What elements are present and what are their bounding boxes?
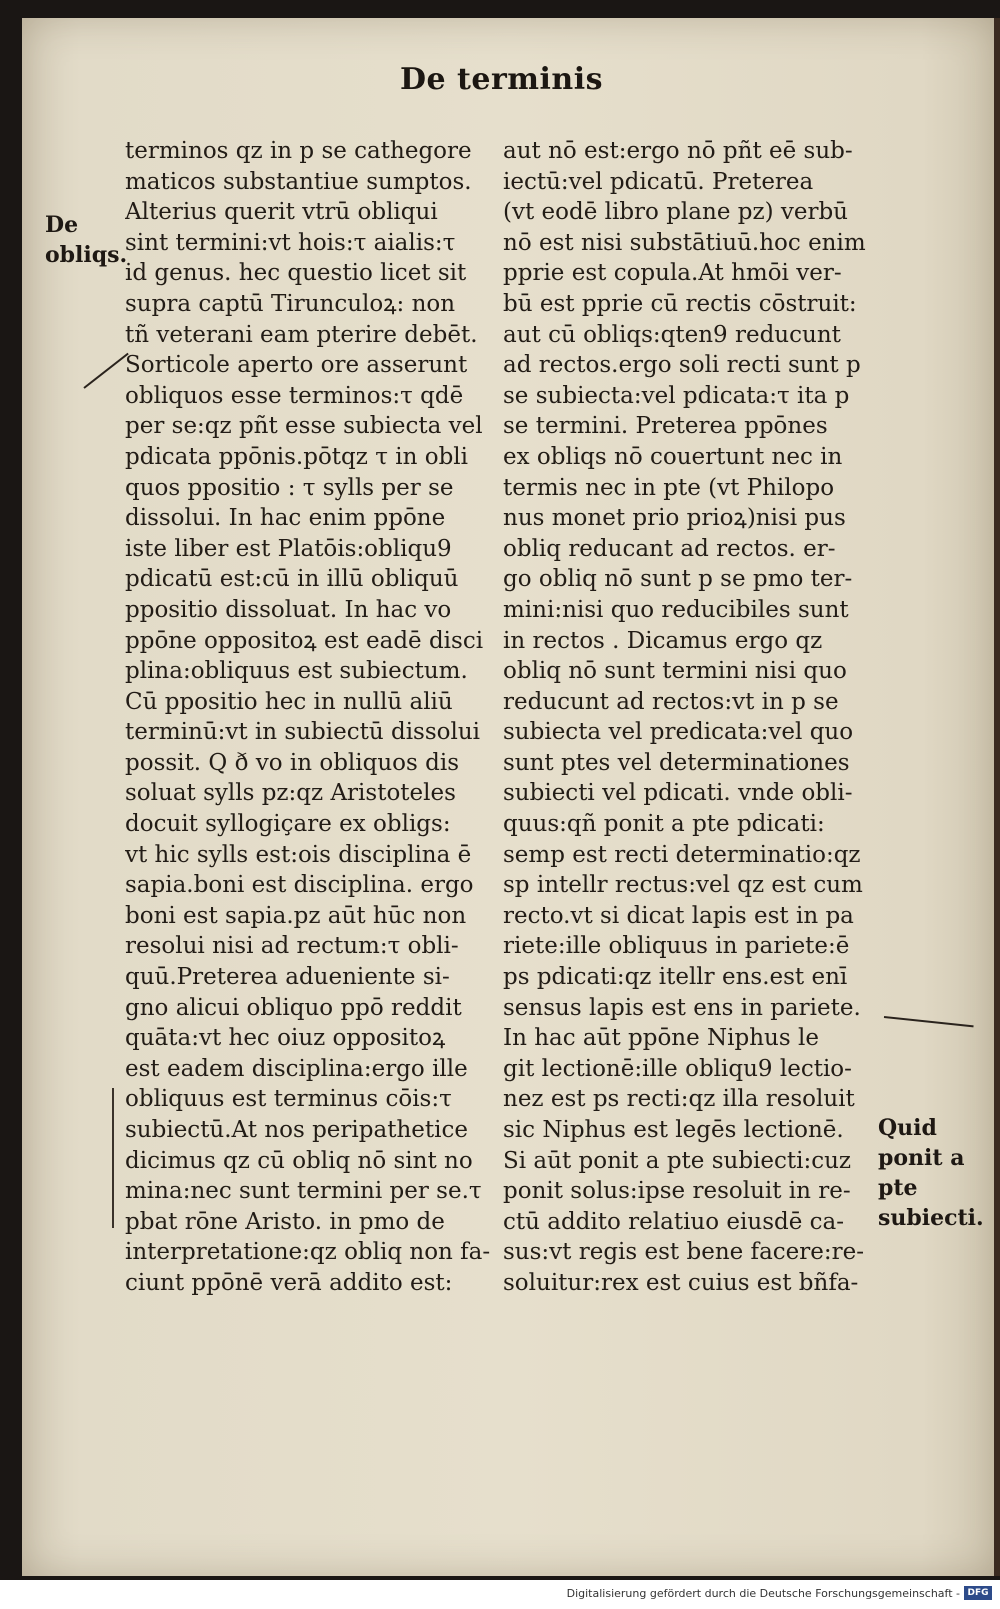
text-line: aut cū obliqs:qten9 reducunt bbox=[503, 321, 841, 348]
text-line: sint termini:vt hois:τ aialis:τ bbox=[125, 229, 456, 256]
text-line: sensus lapis est ens in pariete. bbox=[503, 994, 861, 1021]
text-line: Alterius querit vtrū obliqui bbox=[125, 199, 438, 226]
pen-mark-vertical bbox=[112, 1088, 114, 1228]
text-line: bū est pprie cū rectis cōstruit: bbox=[503, 290, 857, 317]
text-line: sus:vt regis est bene facere:re- bbox=[503, 1239, 865, 1266]
text-line: gno alicui obliquo ppō reddit bbox=[125, 994, 462, 1021]
text-line: se termini. Preterea ppōnes bbox=[503, 413, 828, 440]
text-line: docuit syllogiçare ex obligs: bbox=[125, 811, 451, 838]
text-line: quus:qñ ponit a pte pdicati: bbox=[503, 811, 825, 838]
text-line: in rectos . Dicamus ergo qz bbox=[503, 627, 823, 654]
text-line: quos ppositio : τ sylls per se bbox=[125, 474, 454, 501]
text-line: subiectū.At nos peripathetice bbox=[125, 1117, 468, 1143]
dfg-logo: DFG bbox=[964, 1586, 992, 1600]
text-line: mina:nec sunt termini per se.τ bbox=[125, 1178, 482, 1205]
text-line: pdicata ppōnis.pōtqz τ in obli bbox=[125, 443, 469, 470]
text-line: nus monet prio prioꝝ)nisi pus bbox=[503, 505, 846, 532]
text-line: resolui nisi ad rectum:τ obli- bbox=[125, 933, 459, 960]
text-line: Sorticole aperto ore asserunt bbox=[125, 352, 468, 379]
text-line: sp intellr rectus:vel qz est cum bbox=[503, 872, 863, 899]
text-line: nez est ps recti:qz illa resoluit bbox=[503, 1086, 855, 1113]
text-line: soluat sylls pz:qz Aristoteles bbox=[125, 780, 456, 807]
running-head: De terminis bbox=[400, 62, 604, 97]
text-line: git lectionē:ille obliqu9 lectio- bbox=[503, 1055, 852, 1082]
text-line: iste liber est Platōis:obliqu9 bbox=[125, 535, 452, 562]
text-line: sunt ptes vel determinationes bbox=[503, 749, 850, 776]
text-line: pprie est copula.At hmōi ver- bbox=[503, 260, 842, 287]
text-line: ps pdicati:qz itellr ens.est enī bbox=[503, 964, 848, 991]
text-line: ciunt ppōnē verā addito est: bbox=[125, 1269, 453, 1296]
text-line: Si aūt ponit a pte subiecti:cuz bbox=[503, 1147, 852, 1174]
text-line: ponit solus:ipse resoluit in re- bbox=[503, 1178, 851, 1205]
text-line: terminū:vt in subiectū dissolui bbox=[125, 719, 481, 746]
text-line: quāta:vt hec oiuz oppositoꝝ bbox=[125, 1025, 446, 1052]
text-line: se subiecta:vel pdicata:τ ita p bbox=[503, 382, 850, 409]
text-line: nō est nisi substātiuū.hoc enim bbox=[503, 229, 866, 256]
margin-note-left: De obliqs. bbox=[45, 212, 128, 268]
text-line: possit. Q ð vo in obliquos dis bbox=[125, 749, 460, 776]
text-line: obliq nō sunt termini nisi quo bbox=[503, 658, 847, 685]
text-line: termis nec in pte (vt Philopo bbox=[503, 474, 835, 501]
text-line: sic Niphus est legēs lectionē. bbox=[503, 1117, 844, 1143]
text-line: semp est recti determinatio:qz bbox=[503, 841, 861, 868]
text-line: terminos qz in p se cathegore bbox=[125, 138, 472, 164]
text-line: In hac aūt ppōne Niphus le bbox=[503, 1025, 819, 1052]
text-line: per se:qz pñt esse subiecta vel bbox=[125, 413, 483, 440]
text-line: ad rectos.ergo soli recti sunt p bbox=[503, 352, 861, 379]
text-line: go obliq nō sunt p se pmo ter- bbox=[503, 566, 853, 593]
text-line: obliquus est terminus cōis:τ bbox=[125, 1086, 452, 1113]
text-line: (vt eodē libro plane pz) verbū bbox=[503, 199, 848, 226]
text-line: plina:obliquus est subiectum. bbox=[125, 658, 468, 685]
text-line: supra captū Tirunculoꝝ: non bbox=[125, 290, 456, 317]
text-line: quū.Preterea adueniente si- bbox=[125, 964, 450, 991]
text-line: subiecta vel predicata:vel quo bbox=[503, 719, 854, 746]
text-line: obliquos esse terminos:τ qdē bbox=[125, 382, 464, 409]
text-line: maticos substantiue sumptos. bbox=[125, 168, 472, 195]
text-line: obliq reducant ad rectos. er- bbox=[503, 535, 836, 562]
text-line: ctū addito relatiuo eiusdē ca- bbox=[503, 1208, 845, 1235]
text-line: vt hic sylls est:ois disciplina ē bbox=[125, 841, 472, 868]
margin-note-right: Quid ponit a pte subiecti. bbox=[878, 1115, 984, 1231]
text-column-left bbox=[125, 136, 525, 1299]
text-line: pdicatū est:cū in illū obliquū bbox=[125, 566, 459, 593]
text-line: dissolui. In hac enim ppōne bbox=[125, 505, 446, 532]
page-edge bbox=[994, 18, 1000, 1576]
digitization-credit: Digitalisierung gefördert durch die Deutsche Forschungsgemeinschaft - bbox=[566, 1587, 960, 1600]
text-line: boni est sapia.pz aūt hūc non bbox=[125, 902, 467, 929]
text-line: reducunt ad rectos:vt in p se bbox=[503, 688, 839, 715]
text-line: sapia.boni est disciplina. ergo bbox=[125, 872, 474, 899]
text-line: subiecti vel pdicati. vnde obli- bbox=[503, 780, 853, 807]
text-line: iectū:vel pdicatū. Preterea bbox=[503, 168, 814, 195]
text-line: ppositio dissoluat. In hac vo bbox=[125, 596, 452, 623]
text-column-right bbox=[503, 136, 873, 1299]
text-line: pbat rōne Aristo. in pmo de bbox=[125, 1208, 445, 1235]
text-line: dicimus qz cū obliq nō sint no bbox=[125, 1147, 473, 1174]
text-line: riete:ille obliquus in pariete:ē bbox=[503, 933, 850, 960]
text-line: mini:nisi quo reducibiles sunt bbox=[503, 596, 849, 623]
text-line: est eadem disciplina:ergo ille bbox=[125, 1055, 468, 1082]
text-line: tñ veterani eam pterire debēt. bbox=[125, 321, 478, 348]
text-line: id genus. hec questio licet sit bbox=[125, 260, 467, 287]
text-line: Cū ppositio hec in nullū aliū bbox=[125, 688, 453, 715]
text-line: ppōne oppositoꝝ est eadē disci bbox=[125, 627, 484, 654]
text-line: aut nō est:ergo nō pñt eē sub- bbox=[503, 138, 853, 164]
text-line: recto.vt si dicat lapis est in pa bbox=[503, 902, 854, 929]
text-line: interpretatione:qz obliq non fa- bbox=[125, 1239, 491, 1266]
text-line: soluitur:rex est cuius est bñfa- bbox=[503, 1269, 859, 1296]
text-line: ex obliqs nō couertunt nec in bbox=[503, 443, 843, 470]
